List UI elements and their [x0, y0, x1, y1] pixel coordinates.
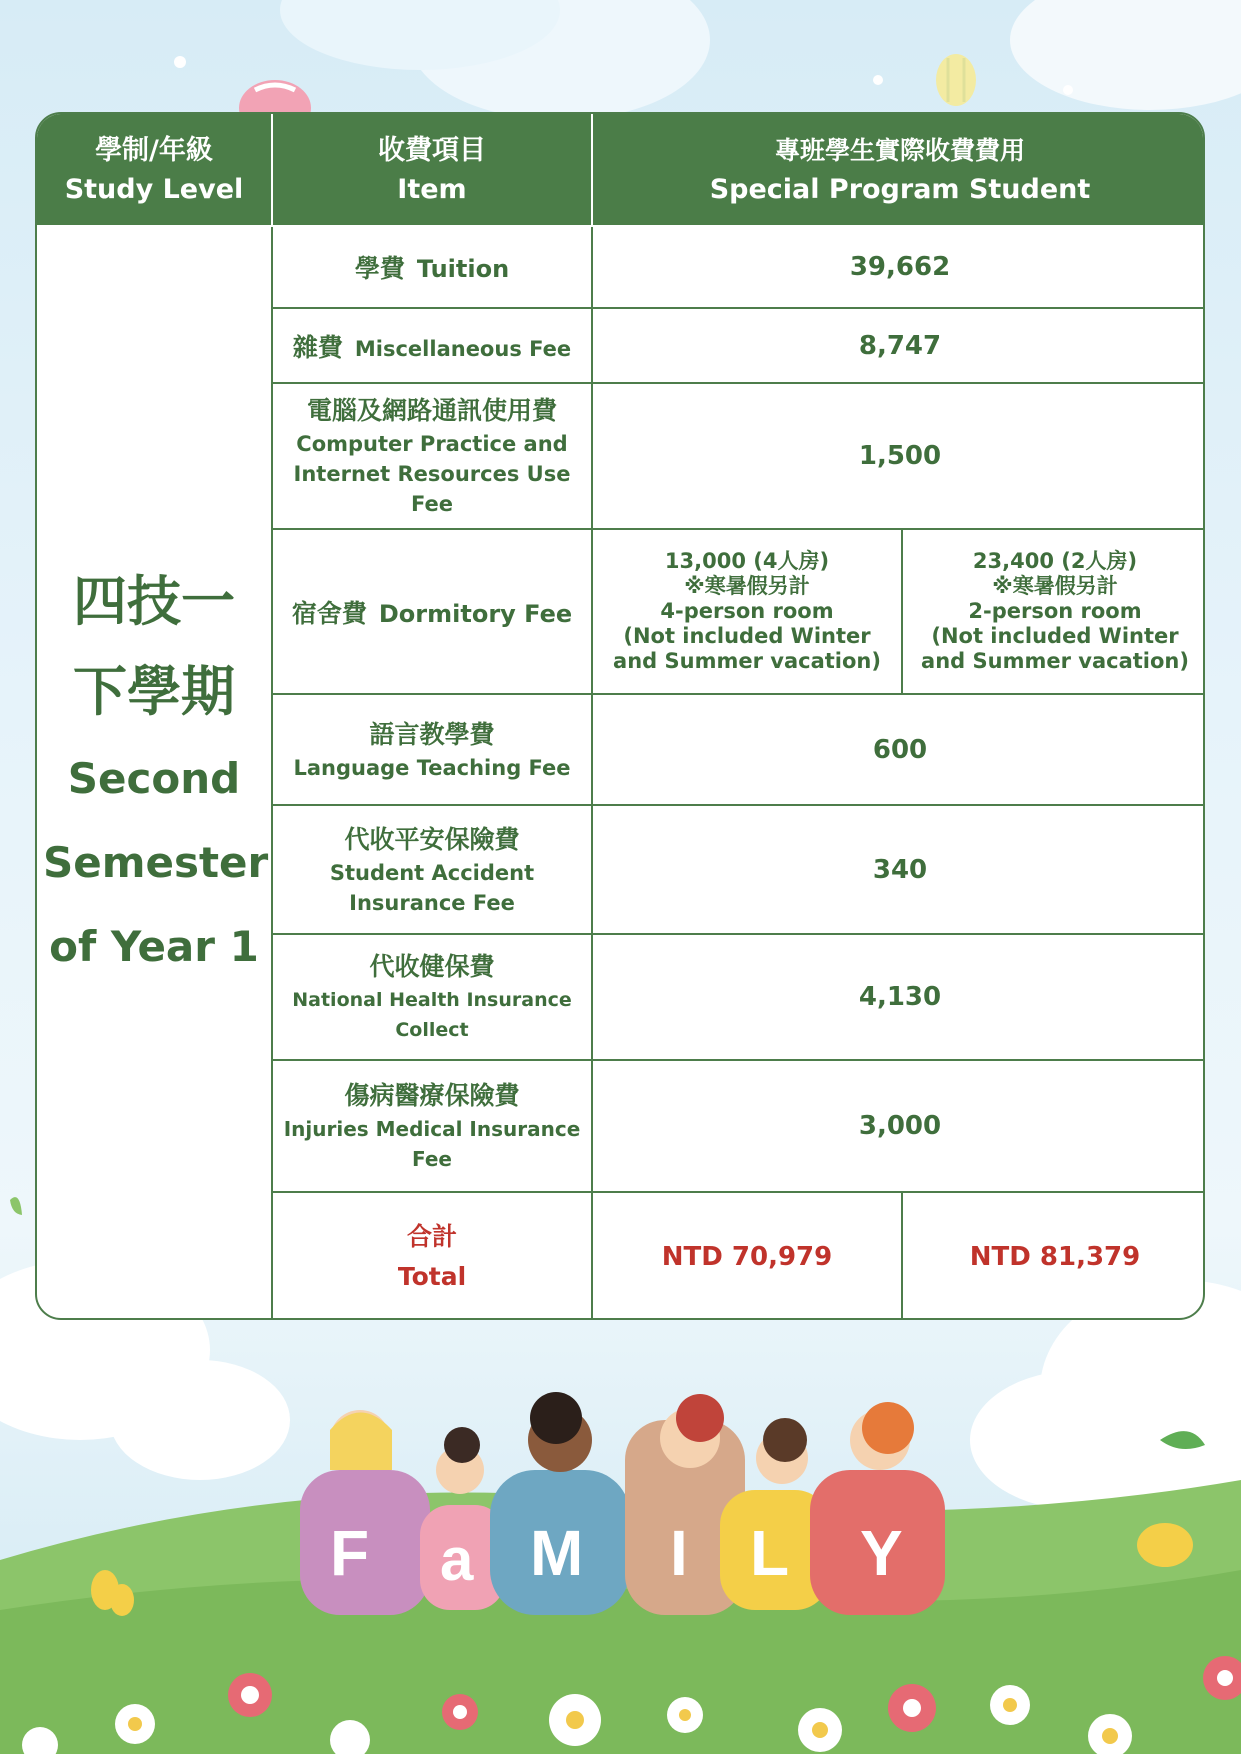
- item-tuition-en: Tuition: [416, 255, 510, 283]
- value-dorm-4-person: [592, 529, 902, 694]
- item-miscellaneous: [272, 308, 592, 383]
- item-medical-en: Injuries Medical Insurance Fee: [283, 1117, 581, 1171]
- dorm-a-line: 4-person room: [660, 599, 834, 623]
- item-misc-zh: 雜費: [292, 332, 343, 362]
- header-study-level: [37, 114, 272, 226]
- value-dorm-2-person: [902, 529, 1205, 694]
- item-language-en: Language Teaching Fee: [293, 755, 571, 780]
- item-computer-en-1: Computer Practice and: [296, 432, 568, 456]
- dorm-a-line: ※寒暑假另計: [684, 574, 810, 598]
- header-program: [592, 114, 1205, 226]
- value-total-2-person: NTD 81,379: [902, 1192, 1205, 1320]
- value-accident-insurance: 340: [592, 805, 1205, 934]
- header-item-zh: 收費項目: [378, 134, 486, 166]
- level-zh-line2: 下學期: [73, 660, 235, 723]
- value-health-insurance: 4,130: [592, 934, 1205, 1060]
- item-medical-insurance: [272, 1060, 592, 1192]
- item-accident-en: Student Accident Insurance Fee: [329, 860, 535, 915]
- family-letter-i: I: [670, 1517, 688, 1589]
- yellow-balloon-icon: [936, 54, 976, 106]
- family-letter-l: L: [750, 1517, 790, 1589]
- family-people-illustration: [300, 1392, 945, 1615]
- table-row: [37, 226, 1205, 308]
- header-program-en: Special Program Student: [709, 173, 1091, 205]
- butterfly-icon: [1137, 1523, 1193, 1567]
- item-computer-zh: 電腦及網路通訊使用費: [306, 396, 557, 425]
- dorm-a-line: and Summer vacation): [613, 649, 881, 673]
- item-health-insurance: [272, 934, 592, 1060]
- table-header-row: [37, 114, 1205, 226]
- item-language-zh: 語言教學費: [369, 719, 495, 749]
- study-level-cell: [37, 226, 272, 1320]
- item-dormitory: [272, 529, 592, 694]
- value-miscellaneous: 8,747: [592, 308, 1205, 383]
- level-en-line1: Second: [67, 754, 241, 803]
- item-total: [272, 1192, 592, 1320]
- header-study-level-zh: 學制/年級: [95, 134, 213, 166]
- item-accident-zh: 代收平安保險費: [344, 824, 520, 854]
- family-letter-f: F: [330, 1517, 370, 1589]
- item-language: [272, 694, 592, 805]
- item-computer: [272, 383, 592, 529]
- item-dorm-zh: 宿舍費: [291, 598, 367, 628]
- value-tuition: 39,662: [592, 226, 1205, 308]
- leaf-icon: [10, 1197, 22, 1215]
- header-item-en: Item: [397, 173, 467, 205]
- item-tuition: [272, 226, 592, 308]
- dorm-a-line: 13,000 (4人房): [664, 549, 830, 573]
- item-misc-en: Miscellaneous Fee: [354, 336, 572, 361]
- item-dorm-en: Dormitory Fee: [378, 599, 573, 628]
- level-zh-line1: 四技一: [73, 570, 235, 633]
- fee-table: [37, 114, 1205, 1320]
- dorm-b-line: ※寒暑假另計: [992, 574, 1118, 598]
- dorm-b-line: 23,400 (2人房): [972, 549, 1138, 573]
- item-health-en: National Health Insurance Collect: [292, 989, 572, 1041]
- value-medical-insurance: 3,000: [592, 1060, 1205, 1192]
- level-en-line2: Semester: [43, 838, 269, 887]
- item-medical-zh: 傷病醫療保險費: [344, 1081, 520, 1110]
- family-letter-a: a: [440, 1526, 474, 1593]
- item-tuition-zh: 學費: [354, 254, 405, 283]
- dorm-b-line: and Summer vacation): [921, 649, 1189, 673]
- dorm-a-line: (Not included Winter: [623, 624, 871, 648]
- family-letter-m: M: [530, 1517, 584, 1589]
- level-en-line3: of Year 1: [49, 922, 259, 971]
- value-computer: 1,500: [592, 383, 1205, 529]
- value-total-4-person: NTD 70,979: [592, 1192, 902, 1320]
- header-program-zh: 專班學生實際收費費用: [774, 135, 1025, 165]
- fee-table-card: [35, 112, 1205, 1320]
- item-total-en: Total: [397, 1261, 467, 1291]
- item-health-zh: 代收健保費: [369, 952, 495, 981]
- item-total-zh: 合計: [406, 1221, 457, 1251]
- item-accident-insurance: [272, 805, 592, 934]
- item-computer-en-2: Internet Resources Use Fee: [293, 462, 571, 516]
- header-item: [272, 114, 592, 226]
- dorm-b-line: (Not included Winter: [931, 624, 1179, 648]
- value-language: 600: [592, 694, 1205, 805]
- dorm-b-line: 2-person room: [968, 599, 1142, 623]
- header-study-level-en: Study Level: [64, 173, 244, 205]
- family-letter-y: Y: [860, 1517, 903, 1589]
